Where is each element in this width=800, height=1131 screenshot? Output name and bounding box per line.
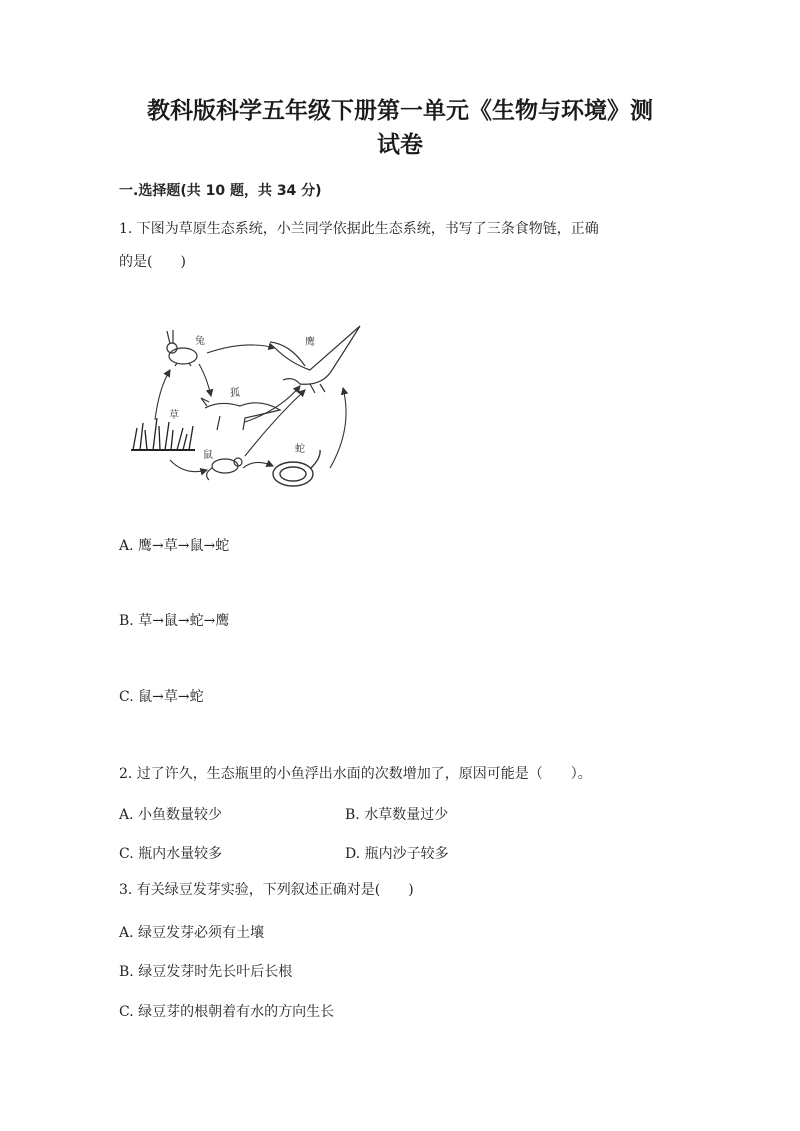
q3-option-a: A. 绿豆发芽必须有土壤 <box>119 925 265 941</box>
snake-illustration <box>273 450 320 486</box>
q1-option-a: A. 鹰→草→鼠→蛇 <box>119 538 230 554</box>
label-fox: 狐 <box>230 388 240 399</box>
eagle-illustration <box>270 326 360 393</box>
document-title <box>100 94 700 162</box>
label-snake: 蛇 <box>295 444 305 455</box>
question-1 <box>119 213 689 279</box>
q3-option-b: B. 绿豆发芽时先长叶后长根 <box>119 964 293 980</box>
q2-option-b: B. 水草数量过少 <box>345 807 449 823</box>
label-eagle: 鹰 <box>305 337 315 348</box>
rabbit-illustration <box>167 330 197 366</box>
label-mouse: 鼠 <box>203 450 213 461</box>
q2-option-a: A. 小鱼数量较少 <box>119 807 223 823</box>
q2-option-d: D. 瓶内沙子较多 <box>345 846 449 862</box>
section-heading: 一.选择题(共 10 题，共 34 分) <box>119 183 322 199</box>
title-line-2: 试卷 <box>377 132 423 158</box>
label-grass: 草 <box>169 410 179 421</box>
title-line-1: 教科版科学五年级下册第一单元《生物与环境》测 <box>147 98 653 124</box>
question-1-line-2: 的是( ) <box>119 254 186 270</box>
question-2: 2. 过了许久，生态瓶里的小鱼浮出水面的次数增加了，原因可能是（ ）。 <box>119 766 592 782</box>
q1-option-c: C. 鼠→草→蛇 <box>119 689 204 705</box>
q2-option-c: C. 瓶内水量较多 <box>119 846 223 862</box>
q3-option-c: C. 绿豆芽的根朝着有水的方向生长 <box>119 1004 335 1020</box>
q1-option-b: B. 草→鼠→蛇→鹰 <box>119 613 230 629</box>
question-1-line-1: 1. 下图为草原生态系统，小兰同学依据此生态系统，书写了三条食物链，正确 <box>119 221 599 237</box>
fox-illustration <box>201 398 280 430</box>
mouse-illustration <box>207 458 242 480</box>
question-3: 3. 有关绿豆发芽实验，下列叙述正确对是( ) <box>119 882 414 898</box>
grass-illustration <box>131 418 195 450</box>
label-rabbit: 兔 <box>195 336 205 347</box>
food-web-figure <box>125 318 375 503</box>
